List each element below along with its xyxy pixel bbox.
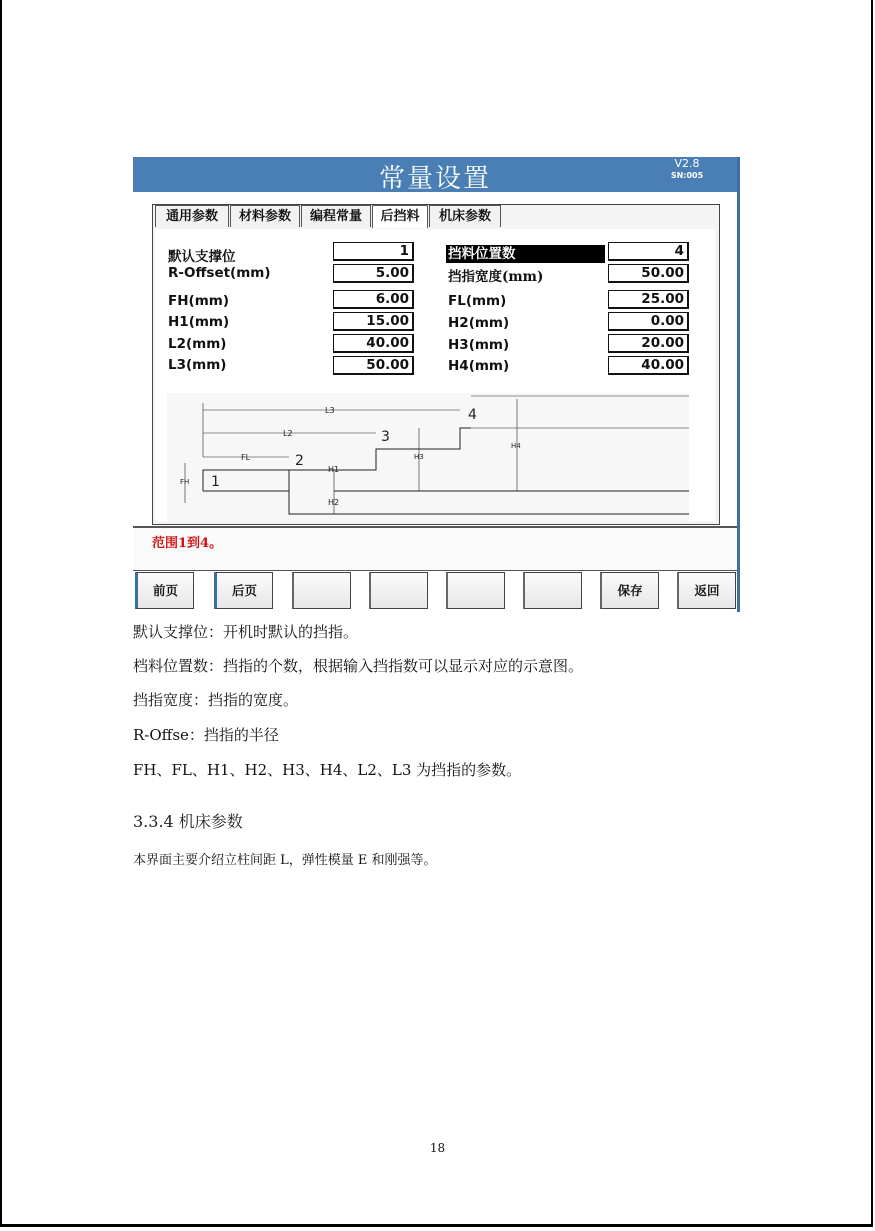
serial-label: SN:005 xyxy=(670,171,704,180)
dim-label-l3: L3 xyxy=(325,406,335,415)
field-position-count[interactable]: 4 xyxy=(608,242,689,261)
dim-label-h4: H4 xyxy=(511,442,521,450)
position-label-2: 2 xyxy=(295,453,304,469)
field-h1[interactable]: 15.00 xyxy=(333,312,414,331)
next-page-button[interactable]: 后页 xyxy=(214,572,273,609)
tab-general[interactable]: 通用参数 xyxy=(155,205,229,227)
field-label-h2: H2(mm) xyxy=(448,315,510,331)
dim-label-fl: FL xyxy=(241,453,251,462)
position-label-4: 4 xyxy=(468,407,477,423)
function-button-6[interactable] xyxy=(523,572,582,609)
tab-programming[interactable]: 编程常量 xyxy=(301,205,371,227)
field-default-support[interactable]: 1 xyxy=(333,242,414,261)
section-text: 本界面主要介绍立柱间距 L，弹性模量 E 和刚强等。 xyxy=(133,853,437,868)
dim-label-h2: H2 xyxy=(328,498,340,507)
doc-line-position-count: 档料位置数：挡指的个数，根据输入挡指数可以显示对应的示意图。 xyxy=(133,657,584,675)
status-message: 范围1到4。 xyxy=(152,536,223,551)
field-label-position-count: 挡料位置数 xyxy=(446,245,605,263)
dim-label-h1: H1 xyxy=(328,465,340,474)
save-button[interactable]: 保存 xyxy=(600,572,659,609)
dim-label-fh: FH xyxy=(180,478,190,486)
field-fh[interactable]: 6.00 xyxy=(333,290,414,309)
function-button-4[interactable] xyxy=(369,572,428,609)
field-h3[interactable]: 20.00 xyxy=(608,334,689,353)
field-h2[interactable]: 0.00 xyxy=(608,312,689,331)
field-l3[interactable]: 50.00 xyxy=(333,356,414,375)
doc-line-finger-width: 挡指宽度：挡指的宽度。 xyxy=(133,691,299,709)
doc-line-params: FH、FL、H1、H2、H3、H4、L2、L3 为挡指的参数。 xyxy=(133,761,522,779)
base-line xyxy=(289,491,689,514)
backgauge-diagram xyxy=(167,393,689,522)
prev-page-button[interactable]: 前页 xyxy=(135,572,194,609)
doc-line-default-support: 默认支撑位：开机时默认的挡指。 xyxy=(133,623,359,641)
field-r-offset[interactable]: 5.00 xyxy=(333,264,414,283)
doc-line-r-offset: R-Offse：挡指的半径 xyxy=(133,726,279,744)
tab-machine[interactable]: 机床参数 xyxy=(429,205,501,227)
field-label-fh: FH(mm) xyxy=(168,293,229,309)
position-label-1: 1 xyxy=(211,474,220,490)
field-l2[interactable]: 40.00 xyxy=(333,334,414,353)
diagram-svg xyxy=(167,393,689,522)
function-button-5[interactable] xyxy=(446,572,505,609)
tab-backgauge[interactable]: 后挡料 xyxy=(372,205,428,228)
version-info xyxy=(658,158,716,182)
constant-settings-screen xyxy=(133,157,740,612)
field-label-fl: FL(mm) xyxy=(448,293,507,309)
field-label-l3: L3(mm) xyxy=(168,357,227,373)
field-label-r-offset: R-Offset(mm) xyxy=(168,265,271,281)
field-finger-width[interactable]: 50.00 xyxy=(608,264,689,283)
field-label-l2: L2(mm) xyxy=(168,336,227,352)
page-number: 18 xyxy=(429,1141,446,1155)
field-h4[interactable]: 40.00 xyxy=(608,356,689,375)
status-bar xyxy=(133,526,737,571)
section-heading: 3.3.4 机床参数 xyxy=(133,812,243,831)
position-label-3: 3 xyxy=(381,429,390,445)
field-label-h4: H4(mm) xyxy=(448,358,510,374)
field-fl[interactable]: 25.00 xyxy=(608,290,689,309)
function-button-3[interactable] xyxy=(292,572,351,609)
dim-label-h3: H3 xyxy=(414,453,424,461)
field-label-default-support: 默认支撑位 xyxy=(168,249,236,265)
screen-title: 常量设置 xyxy=(378,164,491,194)
back-button[interactable]: 返回 xyxy=(677,572,736,609)
field-label-finger-width: 挡指宽度(mm) xyxy=(448,269,544,285)
screen-edge xyxy=(737,157,740,612)
dim-label-l2: L2 xyxy=(283,429,293,438)
field-label-h3: H3(mm) xyxy=(448,337,510,353)
field-label-h1: H1(mm) xyxy=(168,314,230,330)
tab-material[interactable]: 材料参数 xyxy=(230,205,300,227)
version-label: V2.8 xyxy=(674,157,700,170)
